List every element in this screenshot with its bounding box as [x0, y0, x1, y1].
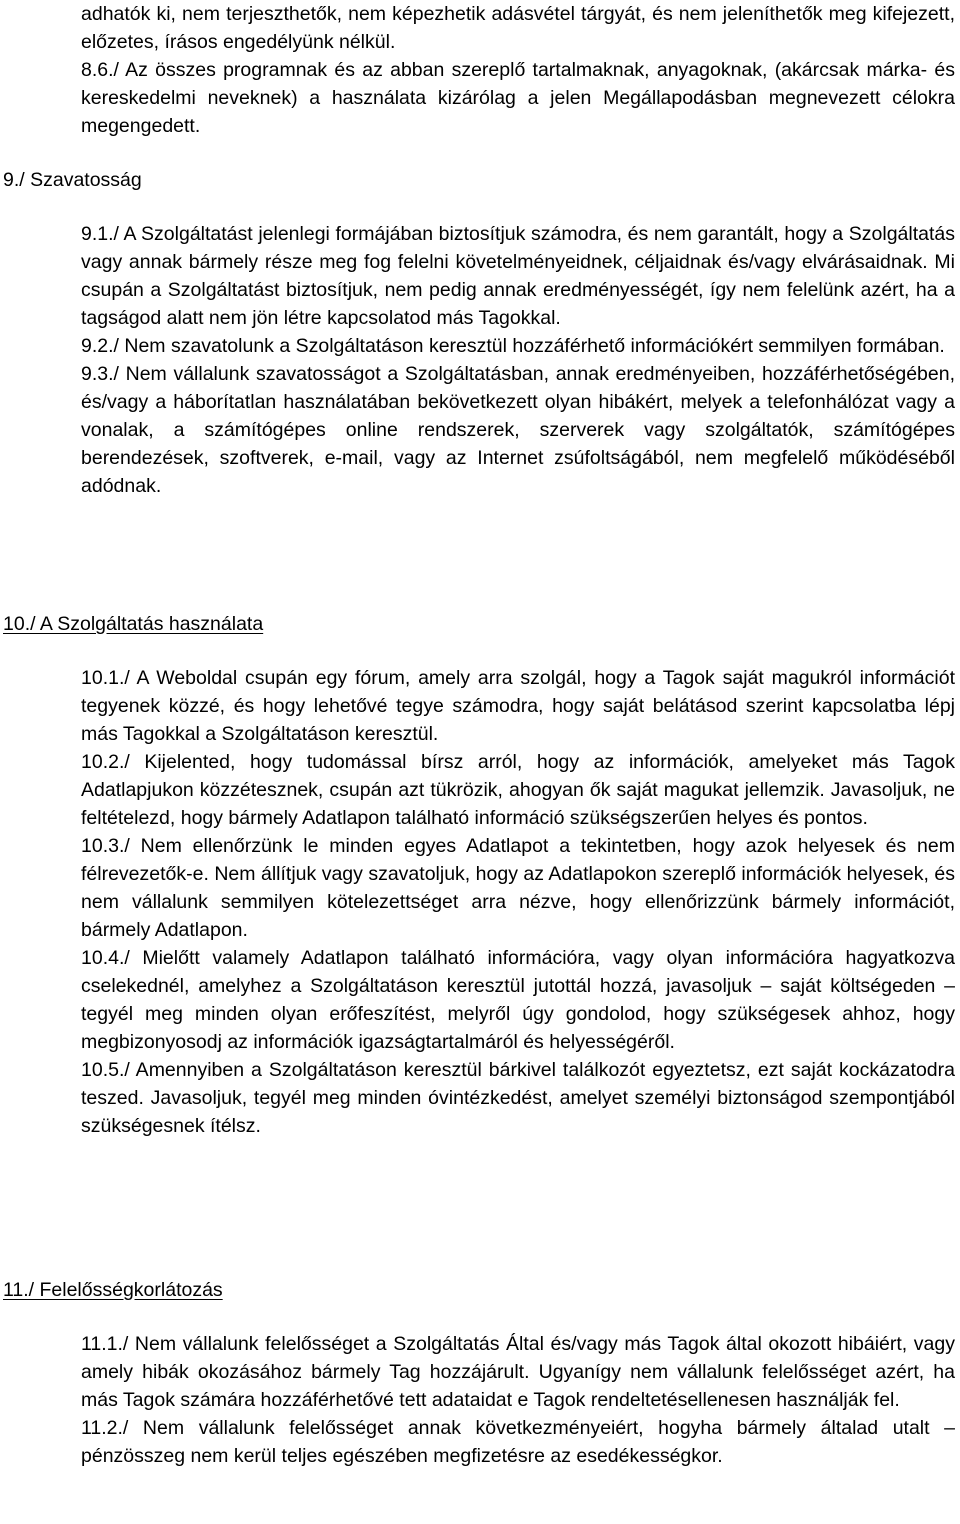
- section-10-body: [81, 664, 955, 1140]
- section-9-body: [81, 220, 955, 500]
- paragraph-10-1: 10.1./ A Weboldal csupán egy fórum, amely arra szolgál, hogy a Tagok saját magukról információt tegyenek közzé, és hogy lehetővé tegye számodra, hogy saját belátásod szerint kapcsolatba lépj más Tagokkal a Szolgáltatáson keresztül.: [81, 667, 955, 745]
- paragraph-10-5: 10.5./ Amennyiben a Szolgáltatáson keresztül bárkivel találkozót egyeztetsz, ezt saját kockázatodra teszed. Javasoljuk, tegyél meg minden óvintézkedést, amelyet személyi biztonságod szempontjából szükségesnek ítélsz.: [81, 1059, 955, 1137]
- heading-section-9: 9./ Szavatosság: [3, 169, 142, 191]
- heading-section-11: 11./ Felelősségkorlátozás: [3, 1279, 223, 1301]
- paragraph-9-3: 9.3./ Nem vállalunk szavatosságot a Szolgáltatásban, annak eredményeiben, hozzáférhetőségében, és/vagy a háborítatlan használatában bekövetkezett olyan hibákért, melyek a telefonhálózat vagy a vonalak, a számítógépes online rendszerek, szerverek vagy szolgáltatók, számítógépes berendezések, szoftverek, e-mail, vagy az Internet zsúfoltságából, nem megfelelő működéséből adódnak.: [81, 363, 955, 497]
- heading-section-10: 10./ A Szolgáltatás használata: [3, 613, 264, 635]
- paragraph-11-2: 11.2./ Nem vállalunk felelősséget annak következményeiért, hogyha bármely általad utalt – pénzösszeg nem kerül teljes egészében megfizetésre az esedékességkor.: [81, 1417, 955, 1467]
- paragraph-10-3: 10.3./ Nem ellenőrzünk le minden egyes Adatlapot a tekintetben, hogy azok helyesek és nem félrevezetők-e. Nem állítjuk vagy szavatoljuk, hogy az Adatlapokon szereplő információk helyesek, és nem vállalunk semmilyen kötelezettséget arra nézve, hogy ellenőrizzünk bármely információt, bármely Adatlapon.: [81, 835, 955, 941]
- paragraph-9-2: 9.2./ Nem szavatolunk a Szolgáltatáson keresztül hozzáférhető információkért semmilyen formában.: [81, 335, 945, 357]
- paragraph-10-4: 10.4./ Mielőtt valamely Adatlapon található információra, vagy olyan információra hagyatkozva cselekednél, amelyhez a Szolgáltatáson keresztül jutottál hozzá, javasoljuk – saját költségeden – tegyél meg minden olyan erőfeszítést, melyről úgy gondolod, hogy szükségesek ahhoz, hogy megbizonyosodj az információk igazságtartalmáról és helyességéről.: [81, 947, 955, 1053]
- paragraph-intro-1: adhatók ki, nem terjeszthetők, nem képezhetik adásvétel tárgyát, és nem jeleníthetők meg kifejezett, előzetes, írásos engedélyünk nélkül.: [81, 3, 955, 53]
- section-11-body: [81, 1330, 955, 1470]
- paragraph-9-1: 9.1./ A Szolgáltatást jelenlegi formájában biztosítjuk számodra, és nem garantált, hogy a Szolgáltatás vagy annak bármely része meg fog felelni követelményeidnek, céljaidnak és/vagy elvárásaidnak. Mi csupán a Szolgáltatást biztosítjuk, nem pedig annak eredményességét, így nem felelünk azért, ha a tagságod alatt nem jön létre kapcsolatod más Tagokkal.: [81, 223, 955, 329]
- intro-block: [81, 0, 955, 140]
- paragraph-10-2: 10.2./ Kijelented, hogy tudomással bírsz arról, hogy az információk, amelyeket más Tagok Adatlapjukon közzétesznek, csupán azt tükrözik, ahogyan ők saját magukat jellemzik. Javasoljuk, ne feltételezd, hogy bármely Adatlapon található információ szükségszerűen helyes és pontos.: [81, 751, 955, 829]
- paragraph-11-1: 11.1./ Nem vállalunk felelősséget a Szolgáltatás Által és/vagy más Tagok által okozott hibáiért, vagy amely hibák okozásához bármely Tag hozzájárult. Ugyanígy nem vállalunk felelősséget azért, ha más Tagok számára hozzáférhetővé tett adataidat e Tagok rendeltetésellenesen használják fel.: [81, 1333, 955, 1411]
- paragraph-8-6: 8.6./ Az összes programnak és az abban szereplő tartalmaknak, anyagoknak, (akárcsak márka- és kereskedelmi neveknek) a használata kizárólag a jelen Megállapodásban megnevezett célokra megengedett.: [81, 59, 955, 137]
